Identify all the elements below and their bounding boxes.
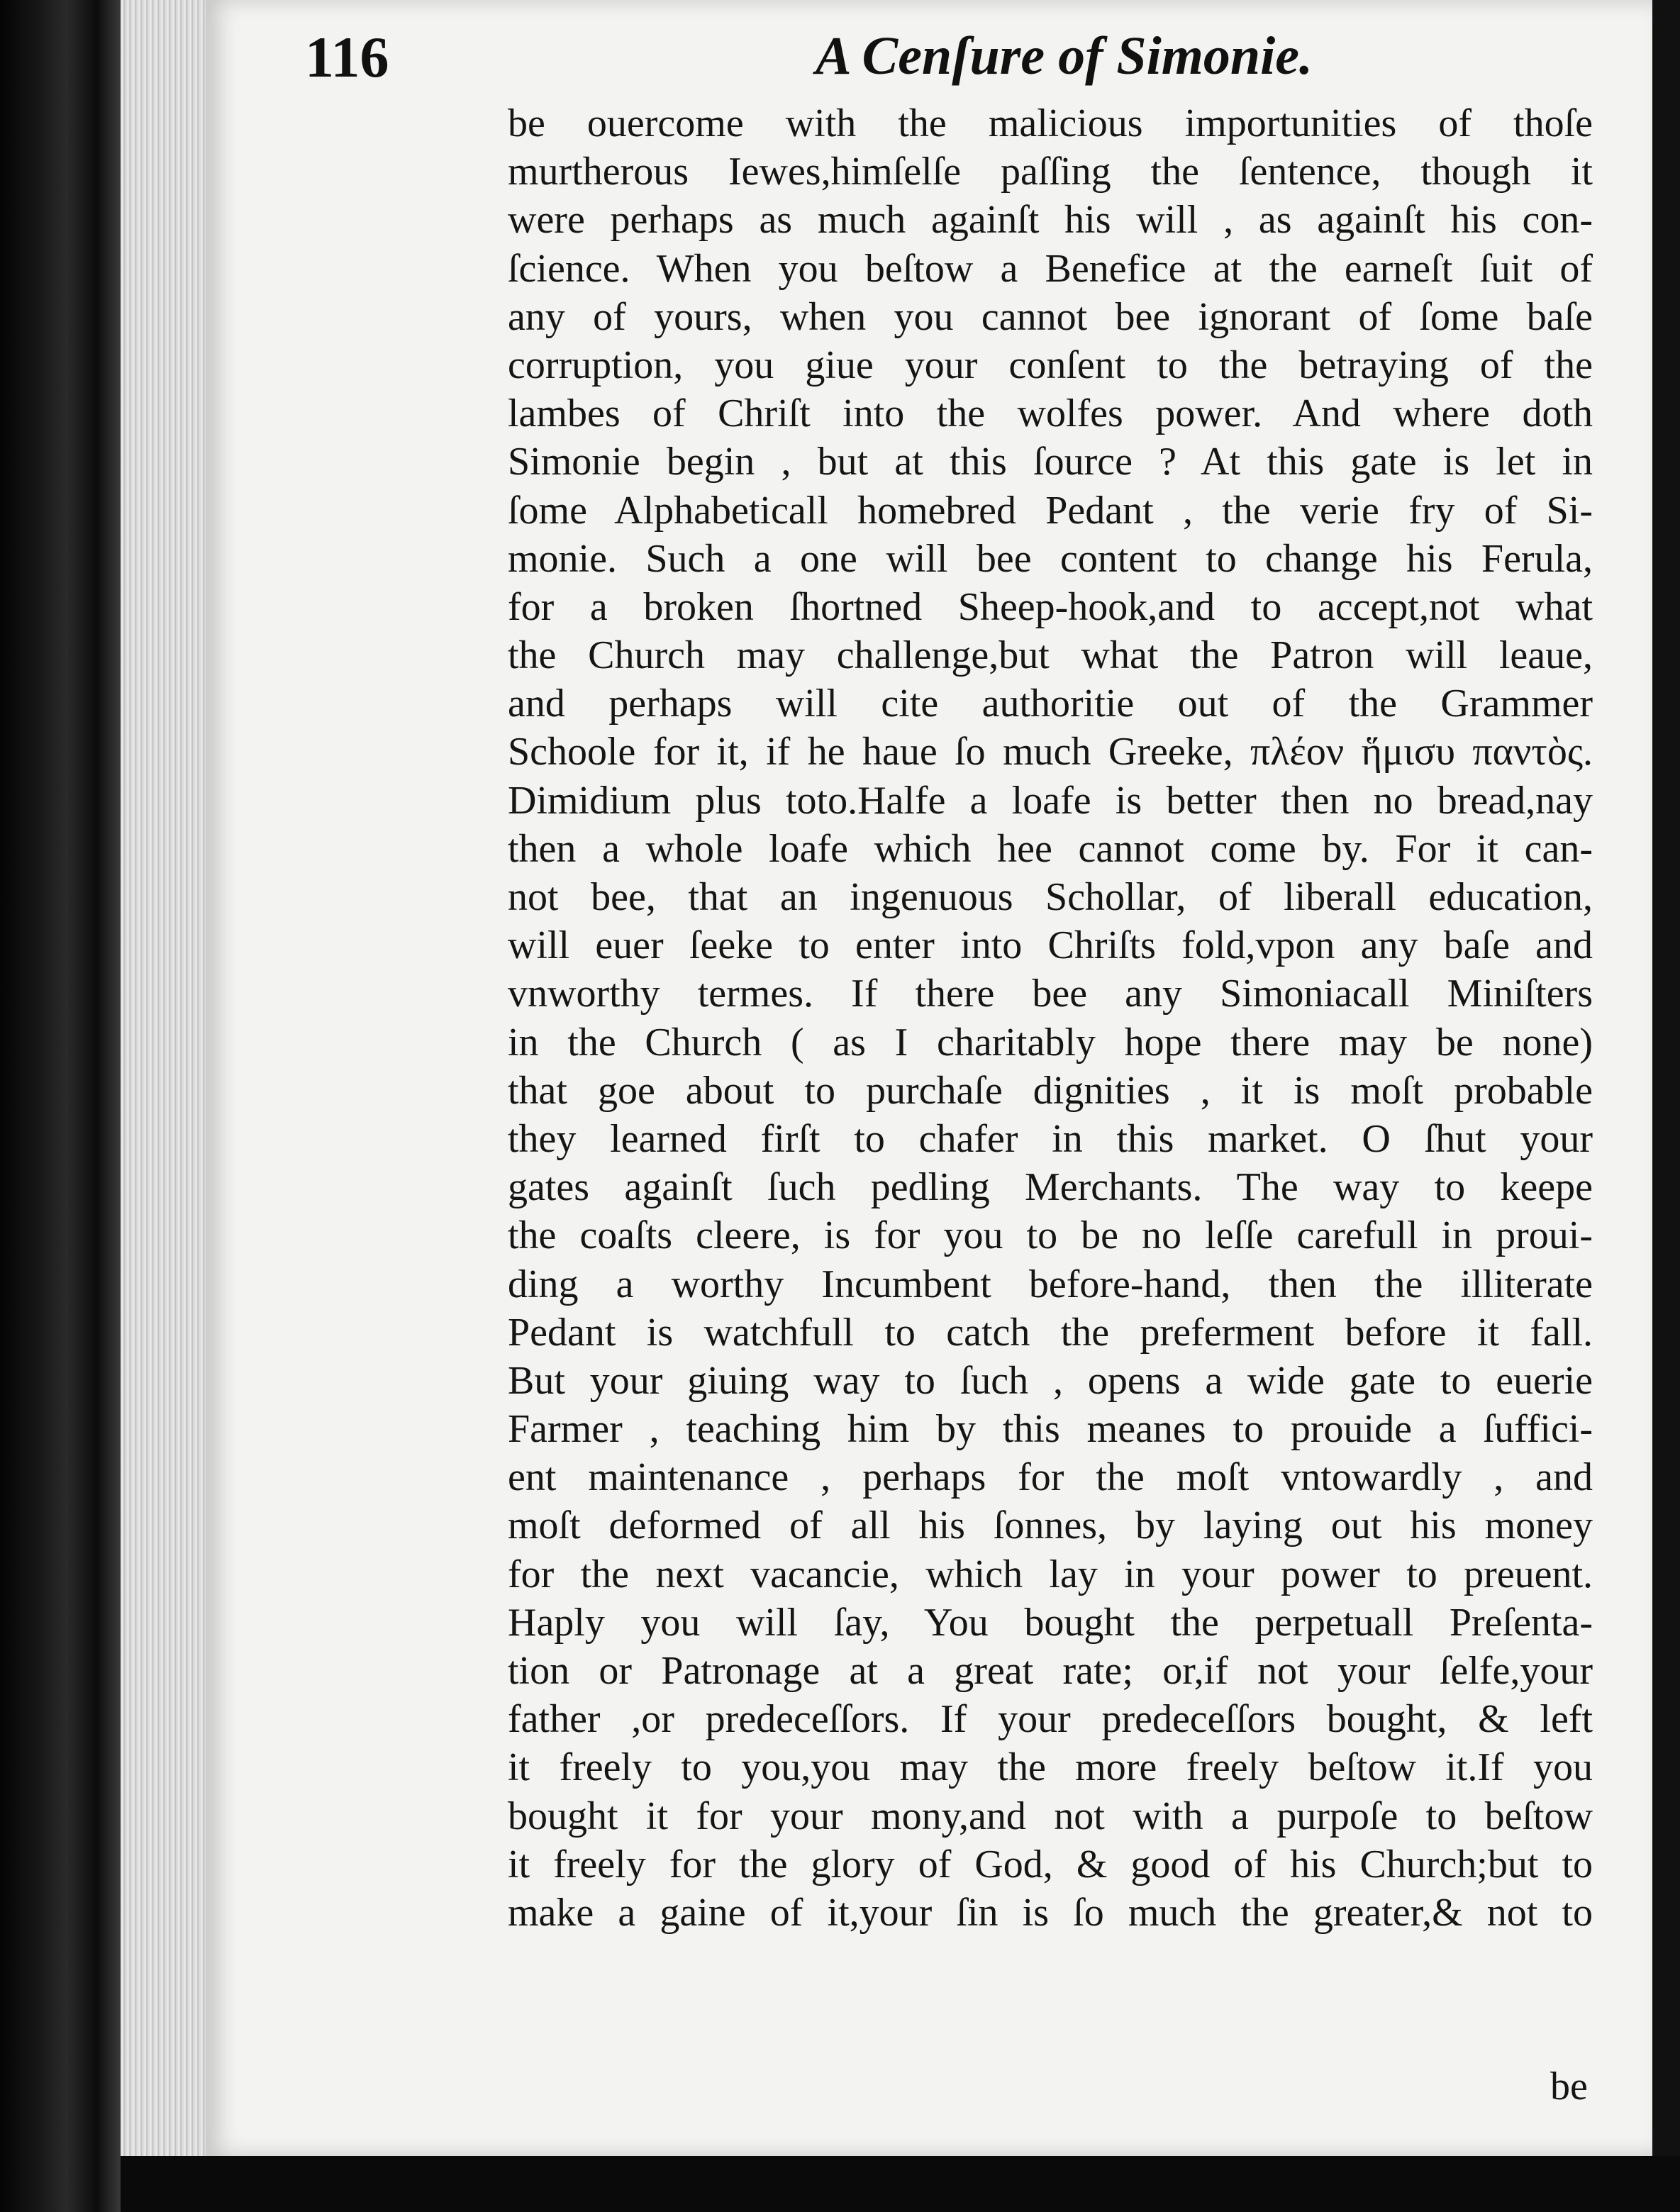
text-line: Simonie begin , but at this ſource ? At this gate is let in: [508, 440, 1593, 484]
text-line: Pedant is watchfull to catch the preferment before it fall.: [508, 1310, 1593, 1355]
text-line: gates againſt ſuch pedling Merchants. The way to keepe: [508, 1165, 1593, 1210]
text-line: be ouercome with the malicious importunities of thoſe: [508, 101, 1593, 145]
page-number: 116: [305, 25, 389, 89]
text-line: lambes of Chriſt into the wolfes power. And where doth: [508, 391, 1593, 436]
text-line: ent maintenance , perhaps for the moſt vntowardly , and: [508, 1455, 1593, 1500]
text-line: moſt deformed of all his ſonnes, by laying out his money: [508, 1504, 1593, 1548]
text-line: monie. Such a one will bee content to change his Ferula,: [508, 536, 1593, 581]
text-line: father ,or predeceſſors. If your predeceſſors bought, & left: [508, 1697, 1593, 1742]
text-line: in the Church ( as I charitably hope there may be none): [508, 1020, 1593, 1065]
text-line: make a gaine of it,your ſin is ſo much the greater,& not to: [508, 1890, 1593, 1935]
text-line: Dimidium plus toto.Halfe a loafe is better then no bread,nay: [508, 778, 1593, 823]
page-header: [305, 20, 1624, 98]
text-line: ſome Alphabeticall homebred Pedant , the verie fry of Si-: [508, 488, 1593, 533]
text-line: and perhaps will cite authoritie out of the Grammer: [508, 682, 1593, 726]
text-line: murtherous Iewes,himſelſe paſſing the ſentence, though it: [508, 150, 1593, 194]
text-line: they learned firſt to chafer in this market. O ſhut your: [508, 1116, 1593, 1161]
text-line: But your giuing way to ſuch , opens a wide gate to euerie: [508, 1358, 1593, 1403]
text-line: the coaſts cleere, is for you to be no leſſe carefull in proui-: [508, 1213, 1593, 1258]
binding-edge: [0, 0, 121, 2212]
text-line: that goe about to purchaſe dignities , it is moſt probable: [508, 1068, 1593, 1113]
text-line: the Church may challenge,but what the Patron will leaue,: [508, 633, 1593, 678]
text-line: for the next vacancie, which lay in your power to preuent.: [508, 1552, 1593, 1596]
text-line: it freely to you,you may the more freely beſtow it.If you: [508, 1745, 1593, 1790]
text-line: bought it for your mony,and not with a purpoſe to beſtow: [508, 1794, 1593, 1838]
text-line: Schoole for it, if he haue ſo much Greeke, πλέον ἥμισυ παντὸς.: [508, 730, 1593, 774]
text-line: Farmer , teaching him by this meanes to prouide a ſuffici-: [508, 1407, 1593, 1452]
text-line: Haply you will ſay, You bought the perpetuall Preſenta-: [508, 1600, 1593, 1645]
text-line: will euer ſeeke to enter into Chriſts fold,vpon any baſe and: [508, 923, 1593, 968]
text-line: then a whole loafe which hee cannot come by. For it can-: [508, 826, 1593, 871]
text-line: tion or Patronage at a great rate; or,if not your ſelfe,your: [508, 1649, 1593, 1693]
body-text: [508, 99, 1593, 1937]
text-line: ding a worthy Incumbent before-hand, then the illiterate: [508, 1262, 1593, 1306]
bottom-shadow: [121, 2156, 1680, 2212]
text-line: it freely for the glory of God, & good of his Church;but to: [508, 1842, 1593, 1886]
text-line: vnworthy termes. If there bee any Simoniacall Miniſters: [508, 972, 1593, 1016]
text-line: for a broken ſhortned Sheep-hook,and to accept,not what: [508, 584, 1593, 629]
page-edges: [121, 0, 206, 2212]
text-line: not bee, that an ingenuous Schollar, of liberall education,: [508, 875, 1593, 919]
right-margin-shadow: [1652, 0, 1680, 2212]
text-line: were perhaps as much againſt his will , as againſt his con-: [508, 198, 1593, 243]
text-line: any of yours, when you cannot bee ignorant of ſome baſe: [508, 294, 1593, 339]
text-line: ſcience. When you beſtow a Benefice at the earneſt ſuit of: [508, 246, 1593, 291]
running-title: A Cenſure of Simonie.: [816, 26, 1313, 86]
catchword: be: [1550, 2064, 1588, 2108]
text-line: corruption, you giue your conſent to the betraying of the: [508, 343, 1593, 387]
